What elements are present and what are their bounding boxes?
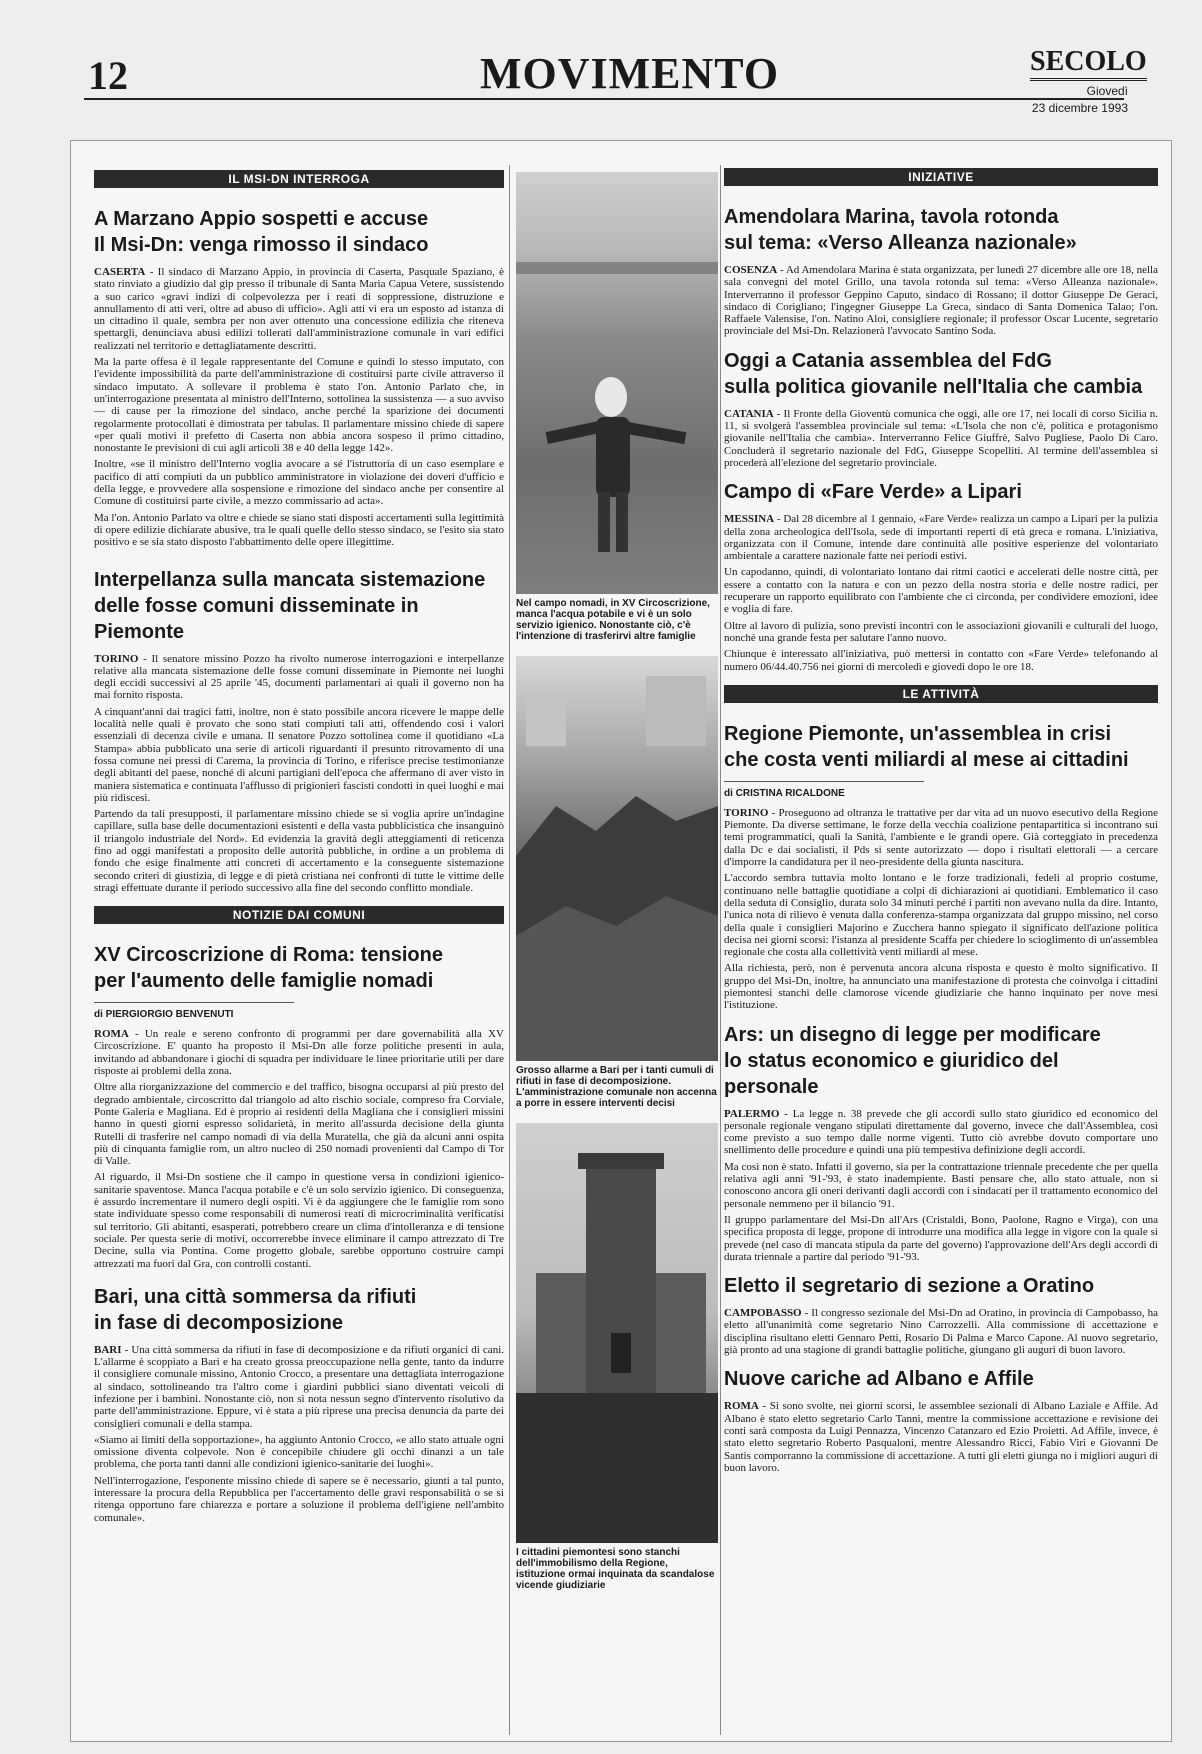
paragraph: Oltre al lavoro di pulizia, sono previsti incontri con le associazioni giovanili e culturali del luogo, nonché una grande festa per salutare l'anno nuovo.	[724, 619, 1158, 644]
photo-caption: Grosso allarme a Bari per i tanti cumuli di rifiuti in fase di decomposizione. L'amministrazione comunale non accenna a porre in essere interventi decisi	[516, 1065, 717, 1109]
body-text: - Un reale e sereno confronto di programmi per dare governabilità alla XV Circoscrizione. E' quanto ha proposto il Msi-Dn alle forze politiche presenti in aula, invitando ad abbandonare i giochi di squadra per individuare le linee prioritarie utili per dare risposte ai problemi della zona.	[94, 1028, 504, 1078]
article-lipari	[724, 479, 1158, 673]
photo-garbage	[516, 656, 718, 1061]
dateline: MESSINA	[724, 513, 775, 526]
paragraph: Ma così non è stato. Infatti il governo, sia per la contrattazione triennale precedente che per quella relativa agli anni '91-'93, è stato inadempiente. Basti pensare che, allo stato attuale, non si conoscono ancora gli oneri derivanti dagli accordi con i sindacati per il trattamento economico del personale nemmeno per il bilancio '91.	[724, 1160, 1158, 1210]
column-rule	[720, 165, 721, 1735]
photo-castle	[516, 1123, 718, 1543]
article-nomadi	[94, 942, 504, 1270]
paragraph: Al riguardo, il Msi-Dn sostiene che il campo in questione versa in condizioni igienico-sanitarie spaventose. Manca l'acqua potabile e c'è un solo servizio igienico. Di conseguenza, è assurdo incrementare il numero degli ospiti. Vi è da aggiungere che le famiglie rom sono state individuate spesso come responsabili di numerosi reati di microcriminalità verificatisi sul territorio. Gli abitanti, esasperati, potrebbero creare un clima d'intolleranza e di tensione sociale. Per questa serie di motivi, occorrerebbe invece eliminare il campo attrezzato di Tre Decine, sulla via Pontina. Come progetto globale, sarebbe opportuno costruire campi attrezzati ma fuori dal Gra, con controlli costanti.	[94, 1171, 504, 1270]
header-rule	[84, 98, 1124, 100]
body-text: - Una città sommersa da rifiuti in fase di decomposizione e da rifiuti organici di cani. L'allarme è scoppiato a Bari e ha creato grossa preoccupazione nella gente, tanto da indurre il consigliere comunale missino, Antonio Crocco, a presentare una dettagliata interrogazione al sindaco, sottolineando tra l'altro come i giardini pubblici siano diventati veicoli di infezione per i bambini. Nonostante ciò, non si nota nessun segno d'intervento risolutivo da parte dell'amministrazione. Eppure, vi è stata a più riprese una precisa denuncia da parte dei consiglieri comunali e della stampa.	[94, 1343, 504, 1430]
paragraph: Partendo da tali presupposti, il parlamentare missino chiede se si voglia aprire un'indagine capillare, sulla base delle documentazioni esistenti e della vasta pubblicistica che insanguinò il triangolo industriale del Nord». Ed evidenzia la gravità degli atteggiamenti di reticenza fino ad oggi manifestati a proposito delle autorità pubbliche, in ordine a un problema di fondo che esige finalmente atti concreti di accertamento e la conseguente sistemazione secondo criteri di giustizia, di legge e di pietà cristiana nei confronti di tutte le vittime delle stragi effettuate durante il periodo successivo alla fine del secondo conflitto mondiale.	[94, 808, 504, 894]
body-text: - Ad Amendolara Marina è stata organizzata, per lunedì 27 dicembre alle ore 18, nella sala convegni del motel Grillo, una tavola rotonda sul tema: «Verso Alleanza nazionale». Interverranno il professor Geppino Caputo, sindaco di Rossano; il dottor Giuseppe De Geraci, sindaco di Corigliano; l'ingegner Giuseppe La Greca, sindaco di Santa Domenica Talao; l'on. Raffaele Valensise, l'on. Natino Aloi, consigliere regionale; il professor Oscar Lucente, segretario provinciale del Msi-Dn. Relazionerà l'avvocato Santino Soda.	[724, 264, 1158, 338]
column-rule	[509, 165, 510, 1735]
paragraph: «Siamo ai limiti della sopportazione», ha aggiunto Antonio Crocco, «e allo stato attuale ogni omissione diventa colpevole. Non è concepibile chiudere gli occhi dinanzi a un tale problema, che porta tanti danni alle condizioni igienico-sanitarie dei luoghi».	[94, 1433, 504, 1471]
body-text: - Il sindaco di Marzano Appio, in provincia di Caserta, Pasquale Spaziano, è stato rinviato a giudizio dal gip presso il tribunale di Santa Maria Capua Vetere, sussistendo a suo carico «gravi indizi di colpevolezza per i reati di soppressione, distruzione e annullamento di atti veri, oltre ad abuso di ufficio». Agli atti vi era un esposto ad istanza di un cittadino il quale, sembra per non aver ottenuto una concessione edilizia che riteneva spettargli, denunciava abusi edilizi tollerati dall'amministrazione comunale in vari edifici realizzati nel territorio e dettagliatamente descritti.	[94, 266, 505, 352]
article-amendolara	[724, 204, 1158, 338]
photo-caption: I cittadini piemontesi sono stanchi dell'immobilismo della Regione, istituzione ormai inquinata da scandalose vicende giudiziarie	[516, 1547, 715, 1591]
castle-tower-image	[516, 1123, 718, 1543]
masthead-date: 23 dicembre 1993	[1031, 101, 1128, 115]
headline: Bari, una città sommersa da rifiuti in fase di decomposizione	[94, 1285, 417, 1334]
masthead-brand: SECOLO	[1030, 46, 1147, 81]
paragraph	[724, 1108, 1158, 1157]
headline: Regione Piemonte, un'assemblea in crisi che costa venti miliardi al mese ai cittadini	[724, 722, 1129, 771]
headline: Nuove cariche ad Albano e Affile	[724, 1368, 1034, 1391]
paragraph	[724, 807, 1158, 868]
dateline: PALERMO	[724, 1107, 780, 1120]
headline: Interpellanza sulla mancata sistemazione delle fosse comuni disseminate in Piemonte	[94, 568, 486, 643]
paragraph: Oltre alla riorganizzazione del commercio e del traffico, bisogna occuparsi al più presto del degrado ambientale, circoscritto dal triangolo ad alto rischio sociale, compreso fra Corviale, Ponte Galeria e Magliana. Ed è proprio ai residenti della Magliana che i consiglieri missini hanno in questi giorni espresso solidarietà, in merito all'assurda decisione della giunta Rutelli di trasferire nel campo nomadi di via della Muratella, che già da alcuni anni ospita più di cinquanta famiglie rom, un altro nucleo di 250 nomadi provenienti dal Campo di Tor di Valle.	[94, 1081, 504, 1168]
paragraph: L'accordo sembra tuttavia molto lontano e le forze tradizionali, fedeli al proprio costume, continuano nelle battaglie quotidiane a colpi di dichiarazioni ai quotidiani. Emblematico il caso della seduta di Consiglio, durata solo 34 minuti perché i partiti non avevano nulla da dire. Intanto, l'unica nota di rilievo è venuta dalla conferenza-stampa organizzata dal gruppo missino, nel corso della quale i consiglieri Majorino e Zucchera hanno spiegato il significato dell'azione politica decisa nei giorni scorsi: l'istanza al presidente Scaffa per chiedere lo scioglimento di un'assemblea regionale che costa alla collettività venti miliardi al mese.	[724, 872, 1158, 959]
paragraph: A cinquant'anni dai tragici fatti, inoltre, non è stato possibile ancora ricevere le mappe delle località nelle quali è provato che sono stati compiuti tali atti, offendendo così i valori essenziali di decenza civile e umana. Il senatore Pozzo sottolinea come il quotidiano «La Stampa» abbia pubblicato una serie di articoli riguardanti il presunto ritrovamento di una fossa comune nei pressi di Carema, la provincia di Torino, e riferisce precise testimonianze degli abitanti del paese, nonché di alcuni partigiani dell'epoca che affermano di aver visto in maniera sistematica e continuata l'afflusso di prigionieri fascisti condotti in quei luoghi e mai più ridiscesi.	[94, 705, 504, 804]
masthead	[1030, 46, 1147, 115]
body-text: - Il congresso sezionale del Msi-Dn ad Oratino, in provincia di Campobasso, ha eletto all'unanimità come segretario Nino Carrozzelli. Alla commissione di accettazione e disciplina risultano eletti Gennaro Petti, Rosario Di Palma e Marco Capone. Al nuovo segretario, già pronto ad una stagione di grandi battaglie politiche, giungano gli auguri di buon lavoro.	[724, 1307, 1159, 1357]
article-fosse-comuni	[94, 567, 504, 895]
dateline: CASERTA	[94, 266, 146, 278]
dateline: TORINO	[94, 652, 139, 665]
body-text: - Si sono svolte, nei giorni scorsi, le assemblee sezionali di Albano Laziale e Affile. Ad Albano è stato eletto segretario Carlo Tanni, mentre la commissione accettazione e revisione dei conti sarà composta da Luigi Pennazza, Vincenzo Catanzaro ed Ezio Proietti. Ad Affile, invece, è stato eletto segretario Roberto Pasqualoni, mentre Alessandro Ricci, Fabio Viri e Giovanni De Santis comporranno la commissione di accettazione. A tutti gli eletti giunga no i migliori auguri di buon lavoro.	[724, 1400, 1159, 1474]
paragraph: Ma l'on. Antonio Parlato va oltre e chiede se siano stati disposti accertamenti sulla legittimità di opere edilizie dichiarate abusive, tra le quali quelle dello stesso sindaco, se l'esito sia stato positivo e se sia stato disposto l'abbattimento delle opere illegittime.	[94, 511, 504, 549]
dateline: COSENZA	[724, 264, 778, 276]
body-text: - Il Fronte della Gioventù comunica che oggi, alle ore 17, nei locali di corso Sicilia n. 11, si svolgerà l'assemblea provinciale sul tema: «L'Isola che non c'è, politica e protagonismo giovanile nell'Italia che cambia». Interverranno Felice Giuffrè, Salvo Pugliese, Paolo Di Caro. Concluderà il segretario nazionale del FdG, Giuseppe Scopelliti. Al termine dell'assemblea si procederà all'elezione del segretario provinciale.	[724, 407, 1159, 469]
section-title: MOVIMENTO	[480, 49, 780, 98]
photo-nomad-camp	[516, 172, 718, 594]
headline: Eletto il segretario di sezione a Oratino	[724, 1275, 1095, 1298]
paragraph	[94, 1028, 504, 1077]
masthead-weekday: Giovedì	[1086, 84, 1128, 98]
garbage-heap-image	[516, 656, 718, 1061]
paragraph: Chiunque è interessato all'iniziativa, può mettersi in contatto con «Fare Verde» telefonando al numero 06/44.40.756 nei giorni di mercoledì e giovedì dopo le ore 18.	[724, 648, 1158, 673]
body-text: - Proseguono ad oltranza le trattative per dar vita ad un nuovo esecutivo della Regione Piemonte. Da diverse settimane, le forze della vecchia coalizione pentapartitica si incontrano sui temi programmatici, quali la Sanità, l'ambiente e le grandi opere. Già corteggiato in precedenza dalla Dc e dai socialisti, il Pds si sente autorizzato — dopo i risultati elettorali — a cercare d'imporre la candidatura per il neo-presidente della giunta nascitura.	[724, 806, 1159, 869]
dateline: ROMA	[94, 1028, 129, 1041]
headline: XV Circoscrizione di Roma: tensione per l'aumento delle famiglie nomadi	[94, 944, 443, 993]
section-bar: NOTIZIE DAI COMUNI	[94, 906, 504, 924]
paragraph: Ma la parte offesa è il legale rappresentante del Comune e quindi lo stesso imputato, con l'evidente impossibilità da parte dell'amministrazione di costituirsi parte civile attraverso il sindaco imputato. A sollevare il problema è stato l'on. Antonio Parlato che, in un'interrogazione presentata al ministro dell'Interno, sottolinea la sussistenza — a suo avviso — di cause per la rimozione del sindaco, anche perché la sparizione dei documenti regolarmente protocollati è dimostrata per tabulas. Il parlamentare missino chiede di sapere «per quali motivi il prefetto di Caserta non abbia ancora sospeso il primo cittadino, nonostante le previsioni di cui agli articoli 38 e 40 della legge 142».	[94, 356, 504, 455]
paragraph: Un capodanno, quindi, di volontariato lontano dai ritmi caotici e accelerati delle nostre città, per essere a contatto con la natura e con un pezzo della nostra storia e delle nostre radici, per recuperare un rapporto equilibrato con l'ambiente che ci circonda, per condividere emozioni, idee e voglia di fare.	[724, 566, 1158, 616]
section-bar: INIZIATIVE	[724, 168, 1158, 186]
paragraph	[724, 264, 1158, 338]
dateline: TORINO	[724, 806, 769, 819]
section-bar: IL MSI-DN INTERROGA	[94, 170, 504, 188]
page-number: 12	[88, 53, 128, 98]
paragraph: Il gruppo parlamentare del Msi-Dn all'Ars (Cristaldi, Bono, Paolone, Ragno e Virga), con una specifica proposta di legge, propone di introdurre una modifica alla legge in vigore con la quale si prevede (nel caso di mancata stipula da parte del governo) l'approvazione dell'Ars degli accordi di durata triennale a partire dal periodo '91-'93.	[724, 1213, 1158, 1263]
article-catania	[724, 348, 1158, 469]
paragraph	[94, 1344, 504, 1430]
paragraph: Nell'interrogazione, l'esponente missino chiede di sapere se è necessario, giunti a tal punto, interessare la procura della Repubblica per l'accertamento delle gravi responsabilità o se si ritenga opportuno fare chiarezza e portare a soluzione il problema dell'igiene nell'ambito comunale».	[94, 1474, 504, 1524]
headline: Campo di «Fare Verde» a Lipari	[724, 481, 1022, 504]
paragraph	[94, 653, 504, 702]
paragraph	[724, 1400, 1158, 1474]
section-bar: LE ATTIVITÀ	[724, 685, 1158, 703]
paragraph	[94, 266, 504, 352]
article-ars	[724, 1022, 1158, 1264]
article-marzano	[94, 206, 504, 549]
paragraph	[724, 408, 1158, 469]
column-right	[724, 168, 1158, 1478]
dateline: BARI	[94, 1343, 122, 1356]
headline: A Marzano Appio sospetti e accuse Il Msi-Dn: venga rimosso il sindaco	[94, 208, 429, 256]
headline: Amendolara Marina, tavola rotonda sul tema: «Verso Alleanza nazionale»	[724, 206, 1077, 254]
photo-caption: Nel campo nomadi, in XV Circoscrizione, manca l'acqua potabile e vi è un solo servizio igienico. Nonostante ciò, c'è l'intenzione di trasferirvi altre famiglie	[516, 598, 710, 642]
byline: di PIERGIORGIO BENVENUTI	[94, 1002, 294, 1020]
dateline: ROMA	[724, 1400, 759, 1413]
paragraph: Inoltre, «se il ministro dell'Interno voglia avocare a sé l'istruttoria di un caso esemplare e pacifico di atti compiuti da un pubblico amministratore in violazione dei doveri d'ufficio e della legge, e provvedere alla sospensione e rimozione del sindaco anche per consentire al Comune di costituirsi parte civile, a mezzo commissario ad acta».	[94, 458, 504, 508]
article-oratino	[724, 1273, 1158, 1356]
paragraph	[724, 513, 1158, 562]
article-regione-piemonte	[724, 721, 1158, 1012]
column-left	[94, 170, 504, 1528]
body-text: - Dal 28 dicembre al 1 gennaio, «Fare Verde» realizza un campo a Lipari per la pulizia della zona archeologica dell'Isola, sede di importanti reperti di età greca e romana. L'iniziativa, organizzata con il Comune, intende dare continuità alle positive esperienze del volontariato ambientale a carattere nazionale fatte nei periodi estivi.	[724, 513, 1158, 563]
body-text: - La legge n. 38 prevede che gli accordi sullo stato giuridico ed economico del personale regionale vengano stipulati direttamente dal governo, invece che dall'Assemblea, così come previsto a suo tempo dalle norme vigenti. Tutto ciò avrebbe dovuto comportare uno snellimento delle procedure e quindi una più tempestiva definizione degli accordi.	[724, 1107, 1159, 1157]
dateline: CAMPOBASSO	[724, 1307, 802, 1320]
body-text: - Il senatore missino Pozzo ha rivolto numerose interrogazioni e interpellanze relative alla mancata sistemazione delle fosse comuni disseminate in Piemonte nei luoghi degli eccidi successivi al 25 aprile '45, documenti parlamentari ai quali il governo non ha mai fornito risposta.	[94, 652, 505, 702]
column-photos	[516, 172, 718, 1605]
article-albano-affile	[724, 1366, 1158, 1474]
article-bari	[94, 1284, 504, 1524]
headline: Ars: un disegno di legge per modificare lo status economico e giuridico del personale	[724, 1023, 1101, 1098]
paragraph: Alla richiesta, però, non è pervenuta ancora alcuna risposta e questo è molto significativo. Il gruppo del Msi-Dn, inoltre, ha annunciato una manifestazione di protesta che coinvolga i cittadini piemontesi stanchi delle clamorose vicende giudiziarie che hanno inquinato per nove mesi l'istituzione.	[724, 962, 1158, 1012]
headline: Oggi a Catania assemblea del FdG sulla politica giovanile nell'Italia che cambia	[724, 349, 1143, 398]
dateline: CATANIA	[724, 407, 774, 420]
paragraph	[724, 1307, 1158, 1356]
child-figure-image	[516, 172, 718, 594]
byline: di CRISTINA RICALDONE	[724, 781, 924, 799]
